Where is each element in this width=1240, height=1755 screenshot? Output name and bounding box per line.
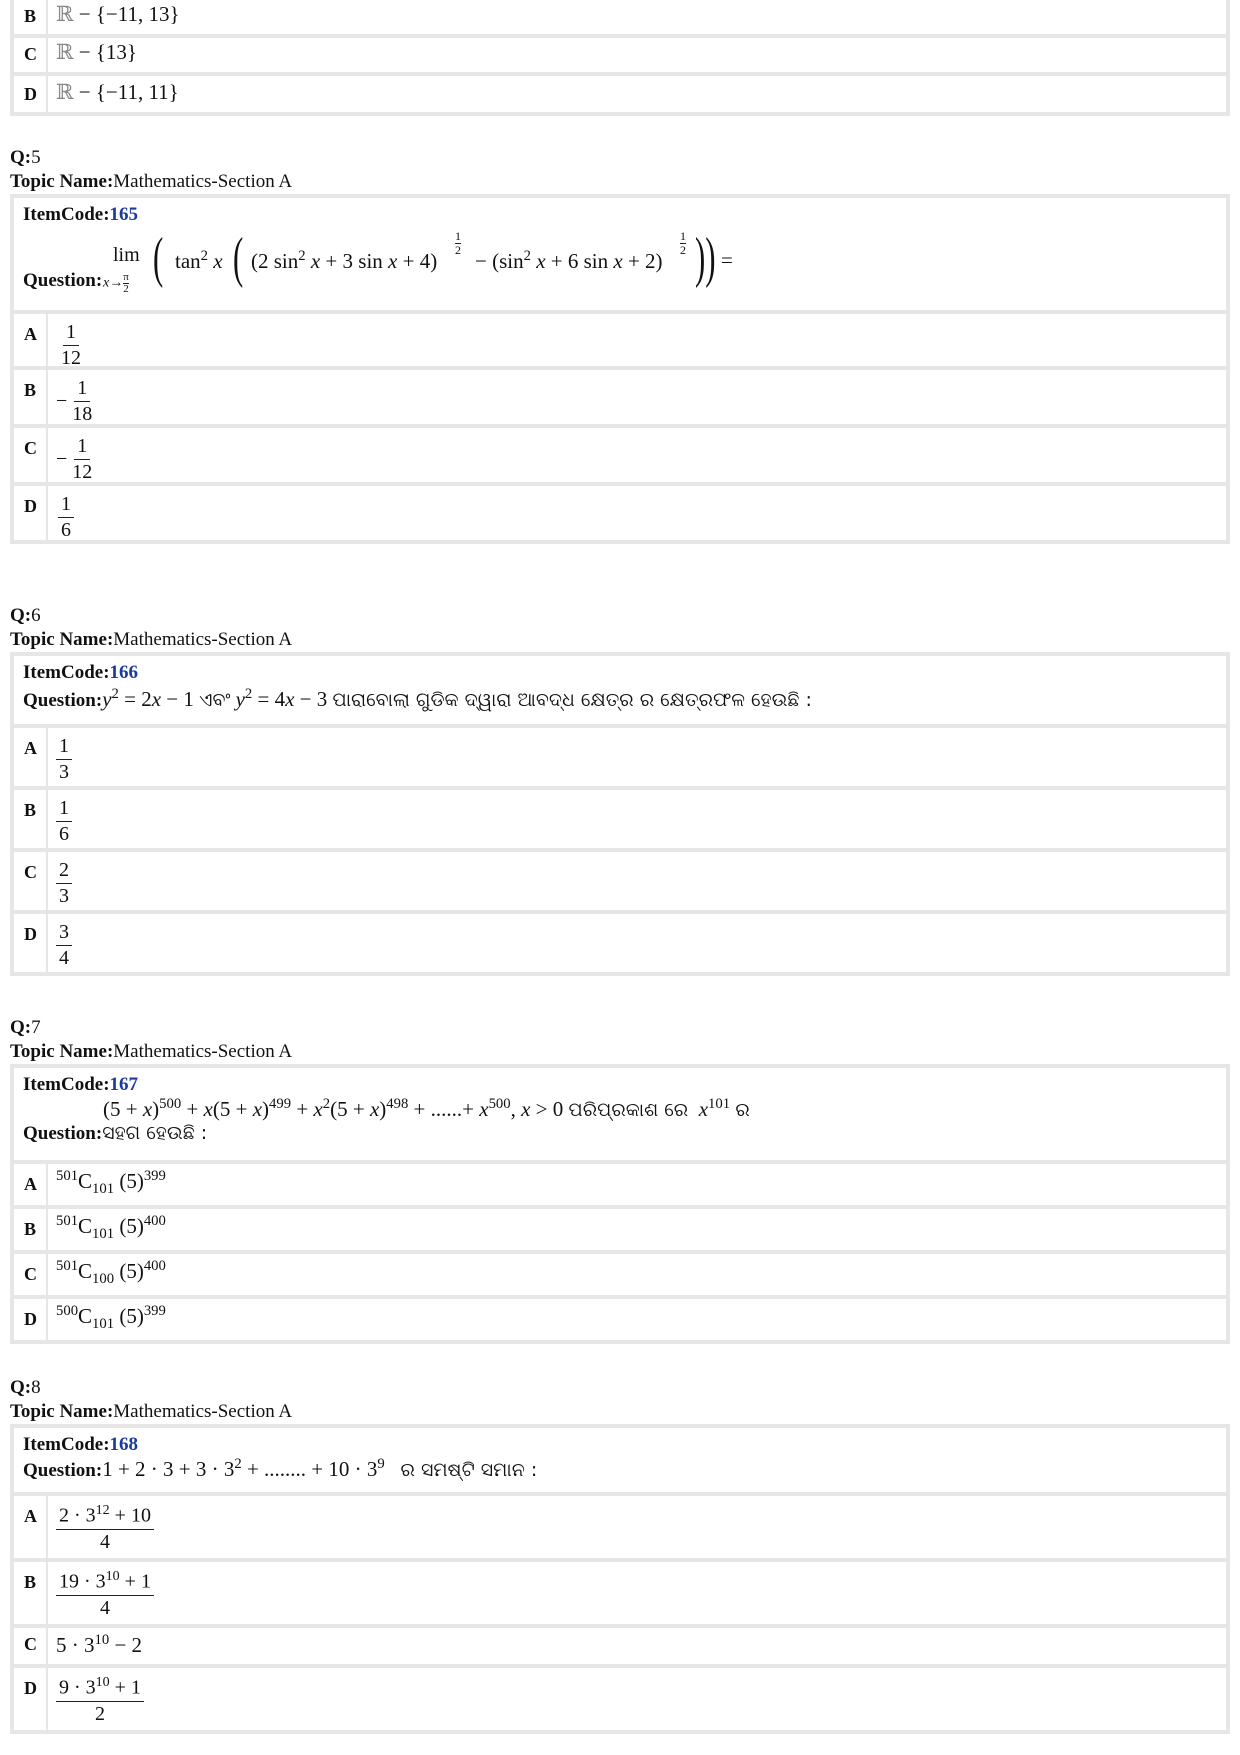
question-label: Question:	[23, 1460, 103, 1481]
option-fraction: $\frac{1}{6}$	[56, 796, 72, 847]
option-denominator: 2	[94, 1702, 105, 1725]
topic-label: Topic Name:	[10, 1401, 114, 1422]
question-panel	[10, 1424, 1230, 1734]
question-number: 7	[31, 1017, 41, 1038]
question-box: ItemCode:166 $Question:y^2 = 2x - 1$ ଏବଂ $y^2 = 4x - 3$ ପାରାବୋଲା ଗୁଡିକ ଦ୍ୱାରା ଆବଦ୍ଧ କ୍ଷେତ୍ର ର କ୍ଷେତ୍ରଫଳ ହେଉଛି :	[14, 656, 1226, 724]
option-row[interactable]	[14, 852, 1226, 910]
option-n: 500	[56, 1303, 79, 1319]
topic-name: Mathematics-Section A	[113, 629, 293, 650]
option-power: 399	[143, 1303, 166, 1319]
option-row[interactable]: B $^{501}C_{101}$ $(5)^{400}$	[14, 1209, 1226, 1250]
option-row[interactable]: D $^{500}C_{101}$ $(5)^{399}$	[14, 1299, 1226, 1340]
question-label: Question:	[23, 270, 103, 291]
option-letter: D	[24, 1678, 37, 1698]
option-letter: D	[24, 496, 37, 516]
option-row[interactable]: C $^{501}C_{100}$ $(5)^{400}$	[14, 1254, 1226, 1295]
option-row[interactable]	[14, 1668, 1226, 1730]
option-fraction: $\frac{2}{3}$	[56, 858, 72, 909]
option-numerator: $2 \cdot 3^{12} + 10$	[56, 1502, 154, 1530]
option-row[interactable]	[14, 76, 1226, 112]
question-text-and: ଏବଂ	[199, 689, 231, 711]
question-text: ର ସମଷ୍ଟି ସମାନ :	[400, 1459, 538, 1481]
option-row[interactable]	[14, 790, 1226, 848]
q-label: Q:	[10, 147, 32, 168]
option-row[interactable]	[14, 1628, 1226, 1664]
option-fraction	[56, 1502, 154, 1555]
option-fraction: $\frac{1}{12}$	[61, 321, 81, 369]
option-row[interactable]	[14, 1496, 1226, 1558]
option-r: 101	[92, 1226, 115, 1243]
option-letter: D	[24, 84, 37, 104]
option-r: 101	[92, 1181, 115, 1198]
question-number: 6	[31, 605, 41, 626]
option-power: 400	[143, 1258, 166, 1274]
option-fraction	[56, 1568, 154, 1621]
option-denominator: 4	[99, 1530, 110, 1553]
option-value: − {−11, 11}	[78, 80, 179, 104]
itemcode-label: ItemCode:	[23, 204, 110, 225]
option-row[interactable]	[14, 38, 1226, 72]
question-box	[14, 1428, 1226, 1492]
option-denominator: 4	[99, 1596, 110, 1619]
option-letter: D	[24, 924, 37, 944]
option-letter: C	[24, 1634, 37, 1654]
option-row[interactable]	[14, 0, 1226, 34]
question-header	[10, 1376, 292, 1424]
option-row[interactable]: A $^{501}C_{101}$ $(5)^{399}$	[14, 1164, 1226, 1205]
question-text: ପରିପ୍ରକାଶ ରେ	[568, 1099, 689, 1121]
option-n: 501	[56, 1213, 79, 1229]
question-header	[10, 146, 292, 194]
option-power: 399	[143, 1168, 166, 1184]
option-row[interactable]	[14, 428, 1226, 482]
question-header	[10, 1016, 292, 1064]
question-header	[10, 604, 292, 652]
question-number: 8	[31, 1377, 41, 1398]
question-text: ପାରାବୋଲା ଗୁଡିକ ଦ୍ୱାରା ଆବଦ୍ଧ କ୍ଷେତ୍ର ର କ୍ଷେତ୍ରଫଳ ହେଉଛି :	[332, 689, 812, 711]
option-sign: −	[56, 390, 68, 412]
question-formula: lim x→ $\frac{\pi}{2}$ ( $\tan^2 x$ ( (2 $\sin^2 x + 3$ sin x + 4) 1 2 − ($\sin^2$ x + 6 sin x + 2) 1 2 )) =	[103, 227, 733, 295]
question-box: ItemCode:167 $(5 + x)^{500} + x(5 + x)^{499} + x^2(5 + x)^{498}$ + ......+ $x^{500}$, x > 0 ପରିପ୍ରକାଶ ରେ $x^{101}$ ର Question:ସହଗ ହେଉଛି :	[14, 1068, 1226, 1160]
topic-label: Topic Name:	[10, 1041, 114, 1062]
option-row[interactable]	[14, 314, 1226, 369]
option-letter: C	[24, 862, 37, 882]
question-panel	[10, 1064, 1230, 1344]
question-label: Question:	[23, 1123, 103, 1144]
option-fraction: $\frac{1}{6}$	[58, 492, 74, 543]
option-letter: B	[24, 1219, 37, 1239]
topic-name: Mathematics-Section A	[113, 1041, 293, 1062]
topic-label: Topic Name:	[10, 629, 114, 650]
option-row[interactable]	[14, 1562, 1226, 1624]
option-fraction: $\frac{1}{3}$	[56, 734, 72, 785]
option-letter: B	[24, 1572, 37, 1592]
option-letter: C	[24, 438, 37, 458]
option-power: 400	[143, 1213, 166, 1229]
option-value: $5 \cdot 3^{10} - 2$	[56, 1632, 143, 1657]
option-letter: A	[24, 324, 37, 344]
item-code: 166	[109, 662, 139, 683]
option-letter: B	[24, 800, 37, 820]
question-text-end: ସହଗ ହେଉଛି :	[102, 1122, 208, 1144]
prev-question-options	[10, 0, 1230, 116]
option-letter: A	[24, 1174, 37, 1194]
option-r: 100	[92, 1271, 115, 1288]
option-value: − {13}	[78, 40, 137, 64]
option-row[interactable]	[14, 914, 1226, 972]
option-numerator: $19 \cdot 3^{10} + 1$	[56, 1568, 154, 1596]
option-numerator: $9 \cdot 3^{10} + 1$	[56, 1674, 144, 1702]
question-formula: $y^2 = 2x - 1$	[102, 686, 200, 711]
topic-name: Mathematics-Section A	[113, 171, 293, 192]
option-n: 501	[56, 1168, 79, 1184]
topic-name: Mathematics-Section A	[113, 1401, 293, 1422]
question-text-part: ର	[735, 1099, 750, 1121]
real-set-symbol: ℝ	[56, 80, 74, 104]
item-code: 168	[109, 1434, 139, 1455]
question-formula: $1 + 2 \cdot 3 + 3 \cdot 3^2$ + ........ + $10 \cdot 3^9$	[102, 1456, 385, 1481]
option-r: 101	[92, 1316, 115, 1333]
option-fraction: $\frac{1}{18}$	[72, 377, 93, 425]
real-set-symbol: ℝ	[56, 2, 74, 26]
option-row[interactable]	[14, 486, 1226, 540]
question-box	[14, 198, 1226, 310]
q-label: Q:	[10, 605, 32, 626]
option-value: − {−11, 13}	[78, 2, 180, 26]
q-label: Q:	[10, 1017, 32, 1038]
question-label: Question:	[23, 690, 103, 711]
option-n: 501	[56, 1258, 79, 1274]
option-letter: C	[24, 1264, 37, 1284]
itemcode-label: ItemCode:	[23, 1074, 110, 1095]
option-letter: A	[24, 1506, 37, 1526]
real-set-symbol: ℝ	[56, 40, 74, 64]
option-row[interactable]	[14, 728, 1226, 786]
option-fraction: $\frac{1}{12}$	[72, 435, 93, 483]
option-letter: D	[24, 1309, 37, 1329]
itemcode-label: ItemCode:	[23, 662, 110, 683]
question-formula: $(5 + x)^{500} + x(5 + x)^{499} + x^2(5 + x)^{498}$ + ......+ $x^{500}$, x > 0	[103, 1096, 569, 1121]
topic-label: Topic Name:	[10, 171, 114, 192]
q-label: Q:	[10, 1377, 32, 1398]
option-sign: −	[56, 448, 68, 470]
option-row[interactable]	[14, 370, 1226, 424]
question-number: 5	[31, 147, 41, 168]
question-panel	[10, 194, 1230, 544]
option-fraction: $\frac{3}{4}$	[56, 920, 72, 971]
itemcode-label: ItemCode:	[23, 1434, 110, 1455]
item-code: 167	[109, 1074, 139, 1095]
option-letter: C	[24, 44, 37, 64]
option-letter: A	[24, 738, 37, 758]
option-fraction	[56, 1674, 144, 1727]
question-panel	[10, 652, 1230, 976]
item-code: 165	[109, 204, 139, 225]
option-letter: B	[24, 380, 37, 400]
option-letter: B	[24, 6, 37, 26]
